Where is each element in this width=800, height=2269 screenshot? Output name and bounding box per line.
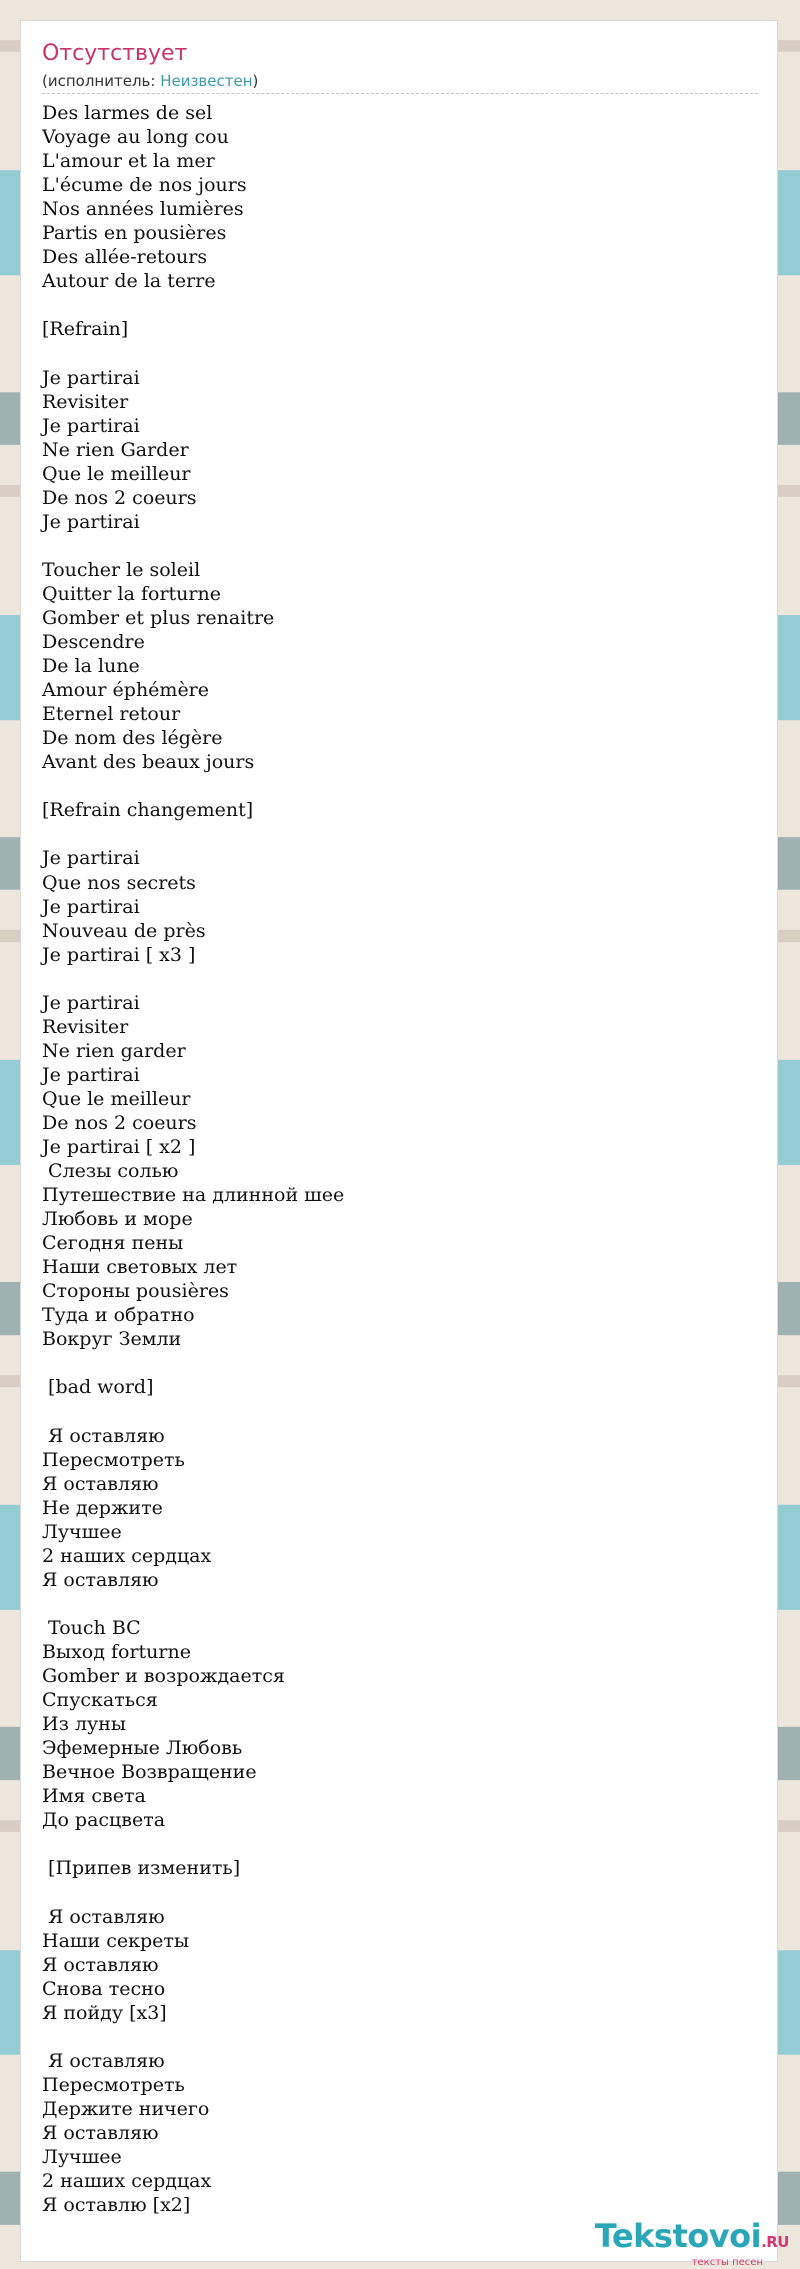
logo-tld: .RU xyxy=(761,2233,789,2251)
artist-line xyxy=(42,71,758,94)
song-title: Отсутствует xyxy=(42,41,188,66)
logo-wordmark xyxy=(589,2219,789,2259)
artist-suffix: ) xyxy=(252,72,259,90)
site-logo[interactable] xyxy=(589,2219,789,2269)
lyrics-text: Des larmes de sel Voyage au long cou L'amour et la mer L'écume de nos jours Nos années lumières Partis en pousières Des allée-retours Autour de la terre [Refrain] Je partirai Revisiter Je partirai Ne rien Garder Que le meilleur De nos 2 coeurs Je partirai Toucher le soleil Quitter la forturne Gomber et plus renaitre Descendre De la lune Amour éphémère Eternel retour De nom des légère Avant des beaux jours [Refrain changement] Je partirai Que nos secrets Je partirai Nouveau de près Je partirai [ x3 ] Je partirai Revisiter Ne rien garder Je partirai Que le meilleur De nos 2 coeurs Je partirai [ x2 ] Слезы солью Путешествие на длинной шее Любовь и море Сегодня пены Наши световых лет Стороны pousières Туда и обратно Вокруг Земли [bad word] Я оставляю Пересмотреть Я оставляю Не держите Лучшее 2 наших сердцах Я оставляю Touch BC Выход forturne Gomber и возрождается Спускаться Из луны Эфемерные Любовь Вечное Возвращение Имя света До расцвета [Припев изменить] Я оставляю Наши секреты Я оставляю Снова тесно Я пойду [x3] Я оставляю Пересмотреть Держите ничего Я оставляю Лучшее 2 наших сердцах Я оставлю [x2] xyxy=(42,102,345,2217)
artist-link[interactable]: Неизвестен xyxy=(160,72,253,90)
logo-tagline: тексты песен xyxy=(691,2257,763,2268)
content-panel xyxy=(20,20,789,2268)
logo-name: Tekstovoi xyxy=(594,2217,762,2255)
artist-prefix: (исполнитель: xyxy=(42,72,161,90)
